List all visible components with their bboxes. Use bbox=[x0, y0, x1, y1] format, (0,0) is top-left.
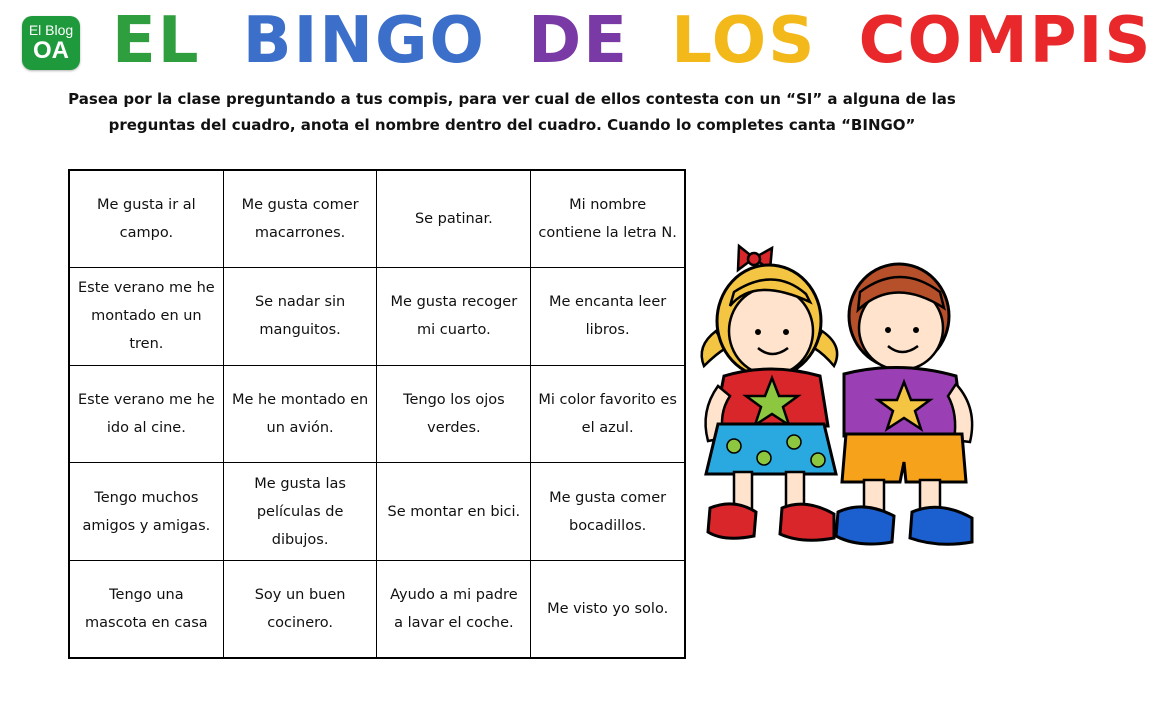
board-cell[interactable]: Me he montado en un avión. bbox=[223, 365, 377, 463]
logo-line-1: El Blog bbox=[28, 22, 74, 38]
kids-illustration bbox=[694, 236, 984, 556]
title-word-compis: COMPIS bbox=[858, 4, 1153, 78]
board-cell[interactable]: Este verano me he ido al cine. bbox=[69, 365, 223, 463]
board-cell[interactable]: Me gusta comer macarrones. bbox=[223, 170, 377, 268]
blog-logo bbox=[22, 16, 80, 70]
logo-line-2: OA bbox=[33, 37, 69, 64]
page-title bbox=[112, 2, 1153, 82]
board-cell[interactable]: Me gusta las películas de dibujos. bbox=[223, 463, 377, 561]
bingo-board bbox=[68, 169, 686, 659]
girl-figure bbox=[702, 246, 837, 540]
board-row bbox=[69, 463, 685, 561]
board-cell[interactable]: Mi color favorito es el azul. bbox=[531, 365, 685, 463]
board-cell[interactable]: Se nadar sin manguitos. bbox=[223, 268, 377, 366]
board-cell[interactable]: Me visto yo solo. bbox=[531, 560, 685, 658]
board-row bbox=[69, 170, 685, 268]
board-row bbox=[69, 365, 685, 463]
board-cell[interactable]: Este verano me he montado en un tren. bbox=[69, 268, 223, 366]
title-word-los: LOS bbox=[671, 4, 817, 78]
board-cell[interactable]: Se patinar. bbox=[377, 170, 531, 268]
instructions-line-2: preguntas del cuadro, anota el nombre dentro del cuadro. Cuando lo completes canta “BINGO” bbox=[108, 116, 916, 134]
board-cell[interactable]: Tengo los ojos verdes. bbox=[377, 365, 531, 463]
boy-figure bbox=[836, 264, 972, 544]
title-word-bingo: BINGO bbox=[242, 4, 486, 78]
board-cell[interactable]: Se montar en bici. bbox=[377, 463, 531, 561]
board-cell[interactable]: Soy un buen cocinero. bbox=[223, 560, 377, 658]
board-row bbox=[69, 560, 685, 658]
instructions-line-1: Pasea por la clase preguntando a tus compis, para ver cual de ellos contesta con un “SI” a alguna de las bbox=[68, 90, 956, 108]
board-cell[interactable]: Tengo muchos amigos y amigas. bbox=[69, 463, 223, 561]
board-row bbox=[69, 268, 685, 366]
board-cell[interactable]: Me gusta comer bocadillos. bbox=[531, 463, 685, 561]
board-cell[interactable]: Me gusta recoger mi cuarto. bbox=[377, 268, 531, 366]
title-word-de: DE bbox=[528, 4, 629, 78]
board-cell[interactable]: Ayudo a mi padre a lavar el coche. bbox=[377, 560, 531, 658]
title-word-el: EL bbox=[112, 4, 201, 78]
instructions-text bbox=[40, 86, 984, 138]
board-cell[interactable]: Me gusta ir al campo. bbox=[69, 170, 223, 268]
board-cell[interactable]: Mi nombre contiene la letra N. bbox=[531, 170, 685, 268]
board-cell[interactable]: Me encanta leer libros. bbox=[531, 268, 685, 366]
board-cell[interactable]: Tengo una mascota en casa bbox=[69, 560, 223, 658]
